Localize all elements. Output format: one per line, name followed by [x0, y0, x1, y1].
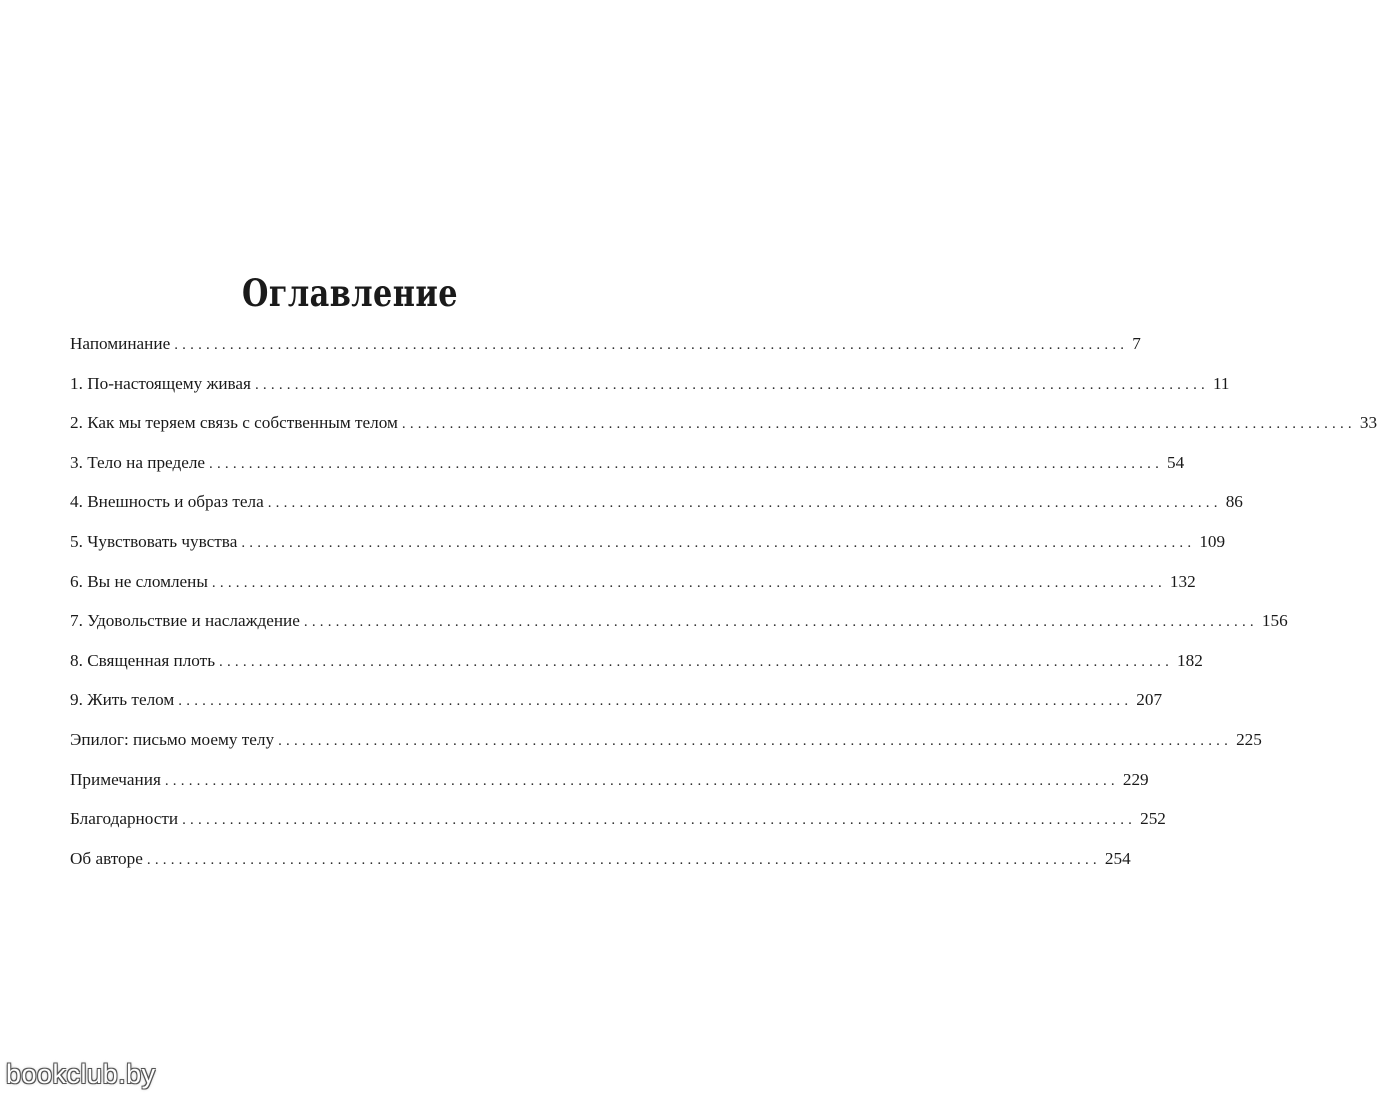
toc-entry-title: 8. Священная плоть	[70, 650, 216, 670]
toc-leader-dots: ........................................................................................................................	[278, 732, 1233, 749]
toc-entry-title: 4. Внешность и образ тела	[70, 492, 264, 512]
toc-entry-page: 11	[1212, 373, 1230, 393]
toc-entry-title: Примечания	[70, 769, 161, 789]
table-of-contents	[70, 330, 1377, 884]
toc-entry-title: Эпилог: письмо моему телу	[70, 729, 275, 749]
toc-leader-dots: ........................................................................................................................	[146, 851, 1101, 868]
toc-entry-page: 33	[1359, 413, 1377, 433]
toc-entry-page: 132	[1169, 571, 1196, 591]
toc-entry-page: 54	[1167, 452, 1185, 472]
toc-entry-page: 156	[1261, 611, 1288, 631]
site-watermark: bookclub.by	[6, 1059, 156, 1089]
toc-entry-title: 9. Жить телом	[70, 690, 175, 710]
toc-leader-dots: ........................................................................................................................	[254, 376, 1209, 393]
toc-entry-title: 3. Тело на пределе	[70, 452, 206, 472]
toc-leader-dots: ........................................................................................................................	[241, 534, 1196, 551]
toc-entry-page: 182	[1177, 650, 1203, 670]
toc-entry-page: 252	[1140, 809, 1166, 829]
toc-entry-page: 7	[1132, 334, 1141, 353]
toc-leader-dots: ........................................................................................................................	[211, 574, 1166, 591]
toc-entry-title: 5. Чувствовать чувства	[70, 531, 238, 551]
toc-entry-title: 2. Как мы теряем связь с собственным телом	[70, 413, 398, 433]
toc-entry	[70, 686, 1163, 726]
toc-entry	[70, 726, 1262, 766]
toc-entry	[70, 409, 1377, 449]
toc-leader-dots: ........................................................................................................................	[174, 337, 1129, 353]
toc-leader-dots: ........................................................................................................................	[182, 812, 1137, 829]
toc-entry-title: Благодарности	[70, 809, 179, 829]
toc-entry-title: 6. Вы не сломлены	[70, 571, 208, 591]
toc-entry-title: Об авторе	[70, 848, 143, 868]
toc-entry	[70, 568, 1196, 608]
toc-leader-dots: ........................................................................................................................	[178, 693, 1133, 710]
toc-entry-title: 1. По-настоящему живая	[70, 373, 251, 393]
toc-entry	[70, 766, 1149, 806]
toc-entry-page: 86	[1225, 492, 1243, 512]
toc-leader-dots: ........................................................................................................................	[209, 455, 1164, 472]
toc-entry-title: Напоминание	[70, 334, 171, 353]
toc-leader-dots: ........................................................................................................................	[219, 653, 1174, 670]
toc-entry-page: 207	[1136, 690, 1163, 710]
toc-entry	[70, 528, 1226, 568]
toc-entry	[70, 488, 1243, 528]
toc-entry	[70, 647, 1203, 687]
toc-entry	[70, 330, 1141, 370]
toc-leader-dots: ........................................................................................................................	[164, 772, 1119, 789]
toc-entry-page: 229	[1122, 769, 1149, 789]
toc-entry-page: 225	[1236, 729, 1262, 749]
toc-entry	[70, 607, 1288, 647]
toc-entry-page: 109	[1199, 531, 1226, 551]
toc-leader-dots: ........................................................................................................................	[303, 614, 1258, 631]
toc-entry	[70, 449, 1185, 489]
toc-entry-page: 254	[1104, 848, 1131, 868]
page-title: Оглавление	[242, 271, 458, 315]
toc-entry-title: 7. Удовольствие и наслаждение	[70, 611, 300, 631]
toc-entry	[70, 845, 1131, 885]
toc-entry	[70, 805, 1166, 845]
toc-leader-dots: ........................................................................................................................	[401, 416, 1356, 433]
toc-entry	[70, 370, 1230, 410]
toc-leader-dots: ........................................................................................................................	[267, 495, 1222, 512]
